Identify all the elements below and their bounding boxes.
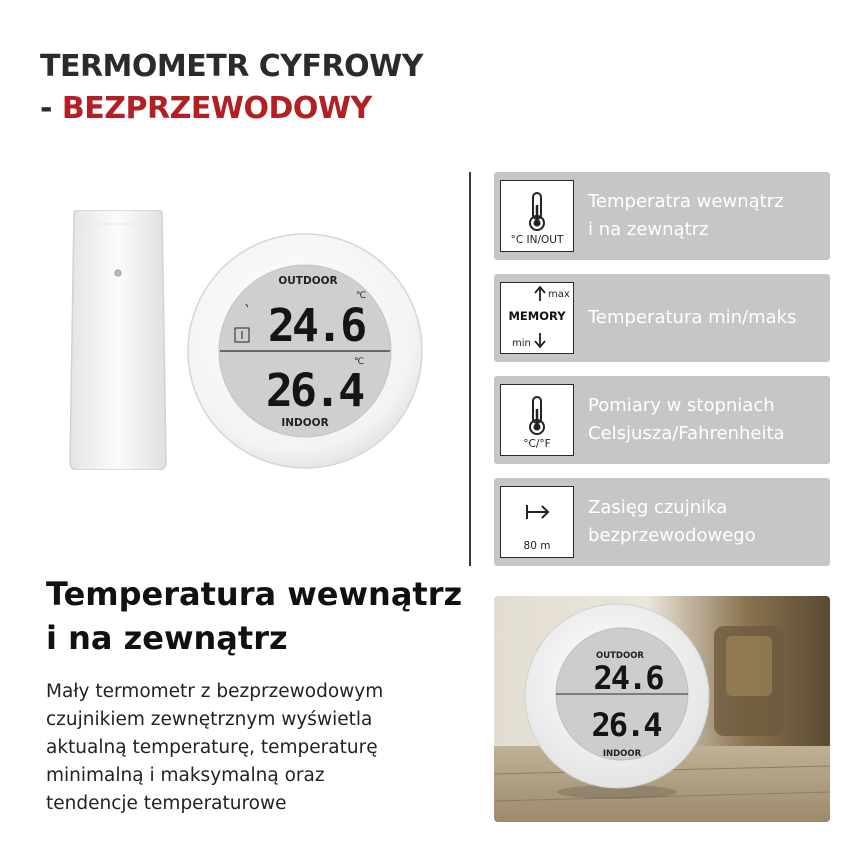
feature-label: [588, 274, 824, 362]
weather-station-image: [186, 232, 424, 470]
description-line: aktualną temperaturę, temperaturę: [46, 737, 378, 758]
outdoor-temperature: 24.6: [267, 299, 365, 352]
feature-icon-box: [500, 486, 574, 558]
title-line-1: TERMOMETR CYFROWY: [40, 49, 423, 84]
heading-line-2: i na zewnątrz: [46, 619, 288, 657]
feature-label: [588, 376, 824, 464]
description: [46, 678, 466, 818]
photo-indoor-temperature: 26.4: [591, 706, 661, 744]
title-prefix: -: [40, 91, 62, 126]
wireless-sensor-image: [68, 210, 168, 470]
feature-label-line-2: Celsjusza/Fahrenheita: [588, 423, 785, 444]
title-highlight: BEZPRZEWODOWY: [61, 91, 372, 126]
description-line: czujnikiem zewnętrznym wyświetla: [46, 709, 373, 730]
feature-label-line-1: Temperatura min/maks: [588, 307, 797, 328]
feature-label-line-1: Zasięg czujnika: [588, 497, 728, 518]
outdoor-unit: ℃: [356, 291, 367, 301]
feature-icon-box: [500, 282, 574, 354]
vertical-divider: [469, 172, 471, 566]
description-line: Mały termometr z bezprzewodowym: [46, 681, 384, 702]
section-heading: [46, 572, 466, 660]
indoor-label: INDOOR: [281, 417, 329, 429]
photo-outdoor-label: OUTDOOR: [596, 651, 644, 661]
feature-icon-caption: 80 m: [523, 540, 551, 552]
feature-item-inout: [494, 172, 830, 260]
photo-outdoor-temperature: 24.6: [593, 659, 663, 697]
feature-label-line-2: bezprzewodowego: [588, 525, 756, 546]
sensor-led: [115, 270, 121, 276]
feature-label-line-1: Pomiary w stopniach: [588, 395, 775, 416]
feature-icon-caption: °C IN/OUT: [510, 234, 564, 246]
feature-icon-box: [500, 180, 574, 252]
feature-item-units: [494, 376, 830, 464]
thermometer-icon: [500, 391, 574, 443]
memory-min: min: [512, 338, 531, 349]
feature-label: [588, 172, 824, 260]
feature-label: [588, 478, 824, 566]
indoor-temperature: 26.4: [265, 364, 363, 417]
memory-max: max: [548, 289, 570, 300]
feature-icon-caption: °C/°F: [523, 438, 551, 450]
outdoor-label: OUTDOOR: [278, 275, 338, 287]
indoor-unit: ℃: [354, 357, 365, 367]
range-arrow-icon: [500, 491, 574, 543]
feature-label-line-1: Temperatra wewnątrz: [588, 191, 784, 212]
feature-item-range: [494, 478, 830, 566]
lifestyle-photo: [494, 596, 830, 822]
page-title: [40, 46, 423, 130]
photo-indoor-label: INDOOR: [602, 749, 642, 759]
feature-item-memory: [494, 274, 830, 362]
feature-label-line-2: i na zewnątrz: [588, 219, 709, 240]
description-line: minimalną i maksymalną oraz: [46, 765, 325, 786]
thermometer-icon: [500, 187, 574, 239]
heading-line-1: Temperatura wewnątrz: [46, 575, 463, 613]
memory-label: MEMORY: [508, 309, 566, 323]
feature-icon-box: [500, 384, 574, 456]
title-line-2: [40, 88, 423, 130]
description-line: tendencje temperaturowe: [46, 793, 287, 814]
memory-icon: [500, 282, 574, 354]
